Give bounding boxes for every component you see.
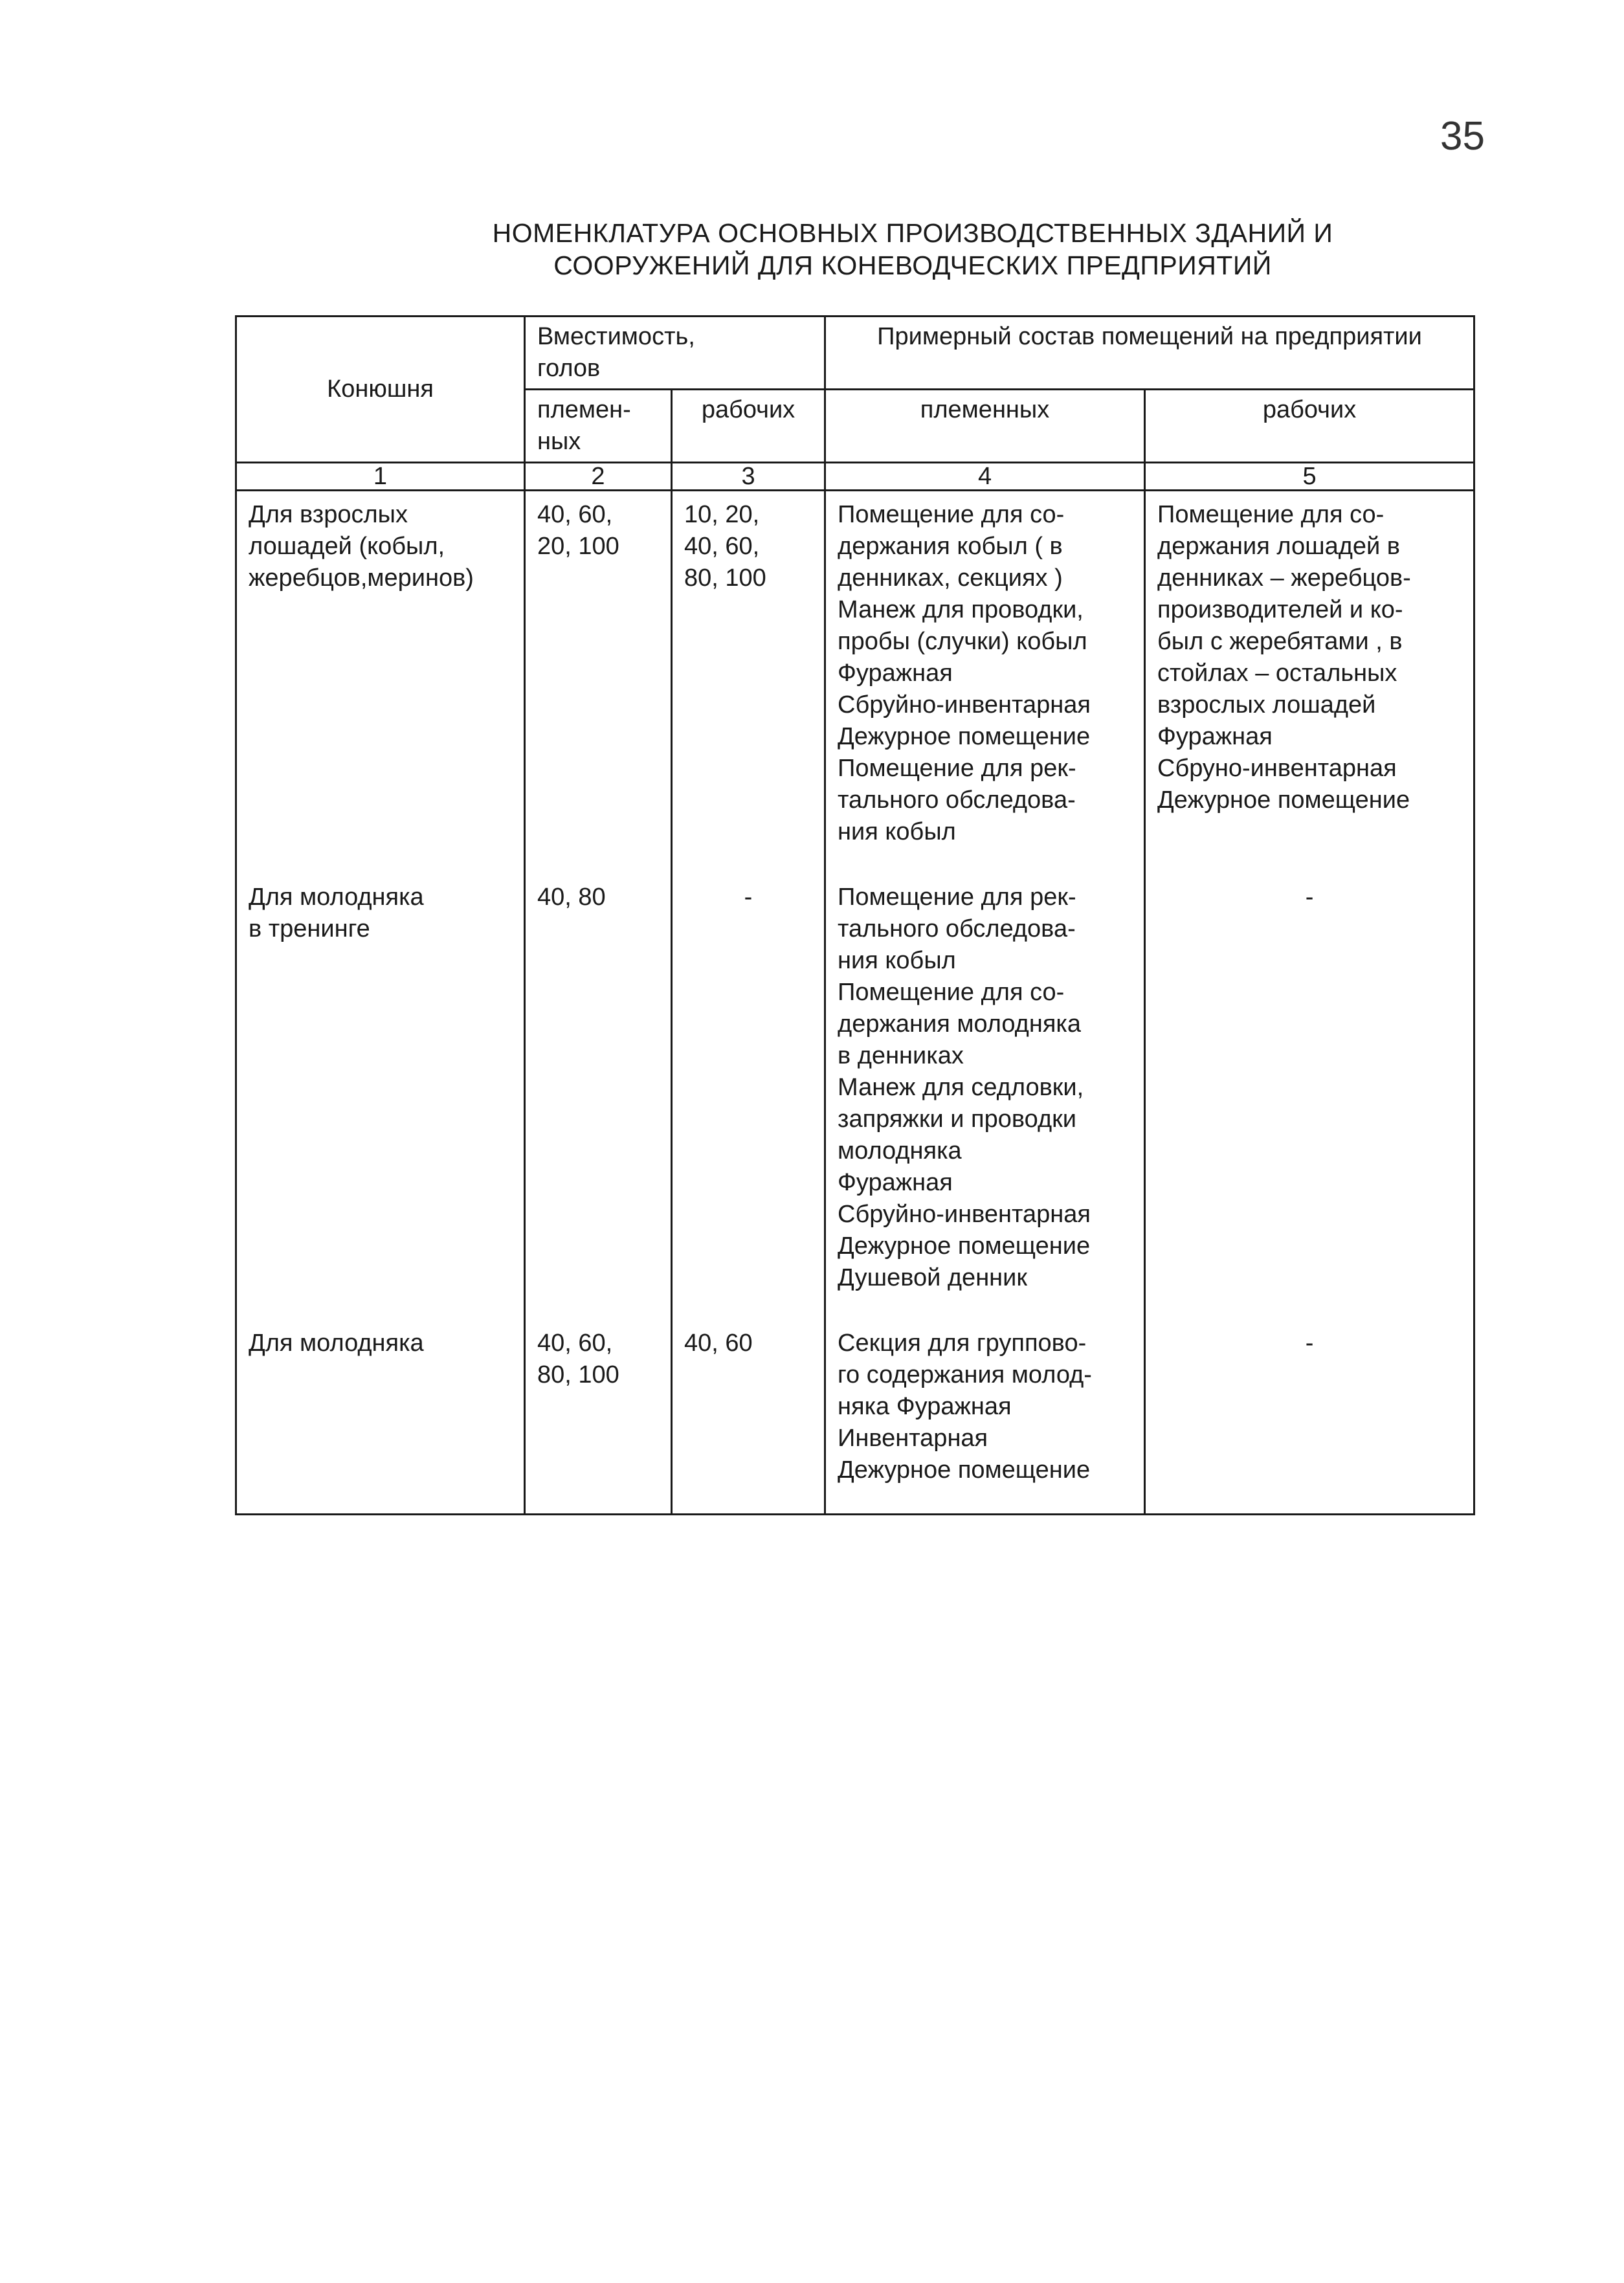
cell-stable	[236, 1320, 525, 1515]
cell-line: Секция для группово-	[838, 1330, 1087, 1357]
cell-line: ния кобыл	[838, 947, 956, 974]
cell-line: Сбруйно-инвентарная	[838, 691, 1091, 718]
table-row	[236, 491, 1474, 874]
cell-line: тального обследова-	[838, 786, 1076, 814]
document-title	[233, 217, 1592, 282]
cell-line: лошадей (кобыл,	[249, 533, 445, 560]
cell-line: Для молодняка	[249, 884, 424, 911]
column-number: 4	[825, 463, 1145, 491]
title-line-2: СООРУЖЕНИЙ ДЛЯ КОНЕВОДЧЕСКИХ ПРЕДПРИЯТИЙ	[553, 251, 1272, 280]
cell-line: -	[1305, 1330, 1314, 1357]
cell-line: Сбруно-инвентарная	[1157, 755, 1397, 782]
cell-line: 40, 80	[537, 884, 606, 911]
header-composition: Примерный состав помещений на предприятии	[825, 317, 1474, 390]
cell-line: Фуражная	[1157, 723, 1273, 750]
cell-line: 40, 60,	[537, 501, 613, 528]
column-number-row	[236, 463, 1474, 491]
cell-line: Душевой денник	[838, 1264, 1028, 1291]
cell-line: го содержания молод-	[838, 1361, 1092, 1388]
column-number: 2	[525, 463, 672, 491]
cell-breeding-capacity	[525, 874, 672, 1320]
header-capacity	[525, 317, 825, 390]
cell-line: денниках – жеребцов-	[1157, 564, 1411, 592]
cell-line: Помещение для со-	[838, 501, 1065, 528]
cell-working-rooms	[1145, 874, 1474, 1320]
cell-line: стойлах – остальных	[1157, 660, 1397, 687]
cell-line: Манеж для седловки,	[838, 1074, 1084, 1101]
cell-line: жеребцов,меринов)	[249, 564, 474, 592]
cell-line: запряжки и проводки	[838, 1106, 1076, 1133]
cell-breeding-capacity	[525, 1320, 672, 1515]
cell-working-rooms	[1145, 1320, 1474, 1515]
cell-line: Фуражная	[838, 660, 953, 687]
cell-line: Сбруйно-инвентарная	[838, 1201, 1091, 1228]
cell-line: производителей и ко-	[1157, 596, 1403, 623]
header-stable: Конюшня	[236, 317, 525, 463]
cell-line: Для молодняка	[249, 1330, 424, 1357]
cell-line: 80, 100	[684, 564, 766, 592]
header-breeding-line-1: племен-	[537, 396, 631, 423]
column-number: 3	[672, 463, 825, 491]
cell-working-capacity	[672, 874, 825, 1320]
cell-line: Дежурное помещение	[838, 1456, 1091, 1484]
cell-working-capacity	[672, 1320, 825, 1515]
cell-line: Манеж для проводки,	[838, 596, 1084, 623]
cell-line: Помещение для со-	[1157, 501, 1385, 528]
column-number: 5	[1145, 463, 1474, 491]
cell-line: 40, 60,	[684, 533, 760, 560]
header-working-capacity: рабочих	[672, 390, 825, 463]
cell-line: держания лошадей в	[1157, 533, 1400, 560]
table-row	[236, 874, 1474, 1320]
cell-line: Для взрослых	[249, 501, 408, 528]
cell-line: 80, 100	[537, 1361, 619, 1388]
cell-line: тального обследова-	[838, 915, 1076, 942]
cell-line: в денниках	[838, 1042, 964, 1069]
header-breeding-line-2: ных	[537, 428, 581, 455]
cell-line: Фуражная	[838, 1169, 953, 1196]
cell-working-rooms	[1145, 491, 1474, 874]
cell-breeding-rooms	[825, 1320, 1145, 1515]
cell-line: 20, 100	[537, 533, 619, 560]
cell-line: -	[1305, 884, 1314, 911]
cell-line: пробы (случки) кобыл	[838, 628, 1087, 655]
nomenclature-table	[235, 315, 1475, 1515]
cell-breeding-rooms	[825, 491, 1145, 874]
cell-line: молодняка	[838, 1137, 962, 1164]
header-breeding-rooms: племенных	[825, 390, 1145, 463]
cell-line: няка Фуражная	[838, 1393, 1012, 1420]
cell-line: держания молодняка	[838, 1010, 1082, 1038]
cell-line: 40, 60,	[537, 1330, 613, 1357]
header-capacity-line-1: Вместимость,	[537, 323, 695, 350]
header-capacity-line-2: голов	[537, 355, 601, 382]
cell-working-capacity	[672, 491, 825, 874]
cell-line: был с жеребятами , в	[1157, 628, 1403, 655]
cell-breeding-rooms	[825, 874, 1145, 1320]
cell-breeding-capacity	[525, 491, 672, 874]
cell-line: Помещение для рек-	[838, 884, 1076, 911]
cell-line: Дежурное помещение	[838, 1232, 1091, 1260]
cell-line: в тренинге	[249, 915, 370, 942]
cell-line: Дежурное помещение	[838, 723, 1091, 750]
cell-stable	[236, 491, 525, 874]
cell-line: Инвентарная	[838, 1425, 988, 1452]
cell-line: -	[744, 884, 753, 911]
cell-line: Помещение для рек-	[838, 755, 1076, 782]
cell-stable	[236, 874, 525, 1320]
header-breeding-capacity	[525, 390, 672, 463]
column-number: 1	[236, 463, 525, 491]
header-working-rooms: рабочих	[1145, 390, 1474, 463]
header-row-1	[236, 317, 1474, 390]
cell-line: взрослых лошадей	[1157, 691, 1376, 718]
title-line-1: НОМЕНКЛАТУРА ОСНОВНЫХ ПРОИЗВОДСТВЕННЫХ ЗДАНИЙ И	[492, 218, 1333, 248]
cell-line: Дежурное помещение	[1157, 786, 1410, 814]
cell-line: 40, 60	[684, 1330, 753, 1357]
cell-line: 10, 20,	[684, 501, 760, 528]
cell-line: денниках, секциях )	[838, 564, 1063, 592]
cell-line: ния кобыл	[838, 818, 956, 845]
cell-line: Помещение для со-	[838, 979, 1065, 1006]
table-row	[236, 1320, 1474, 1515]
cell-line: держания кобыл ( в	[838, 533, 1063, 560]
page-number: 35	[1440, 114, 1485, 159]
